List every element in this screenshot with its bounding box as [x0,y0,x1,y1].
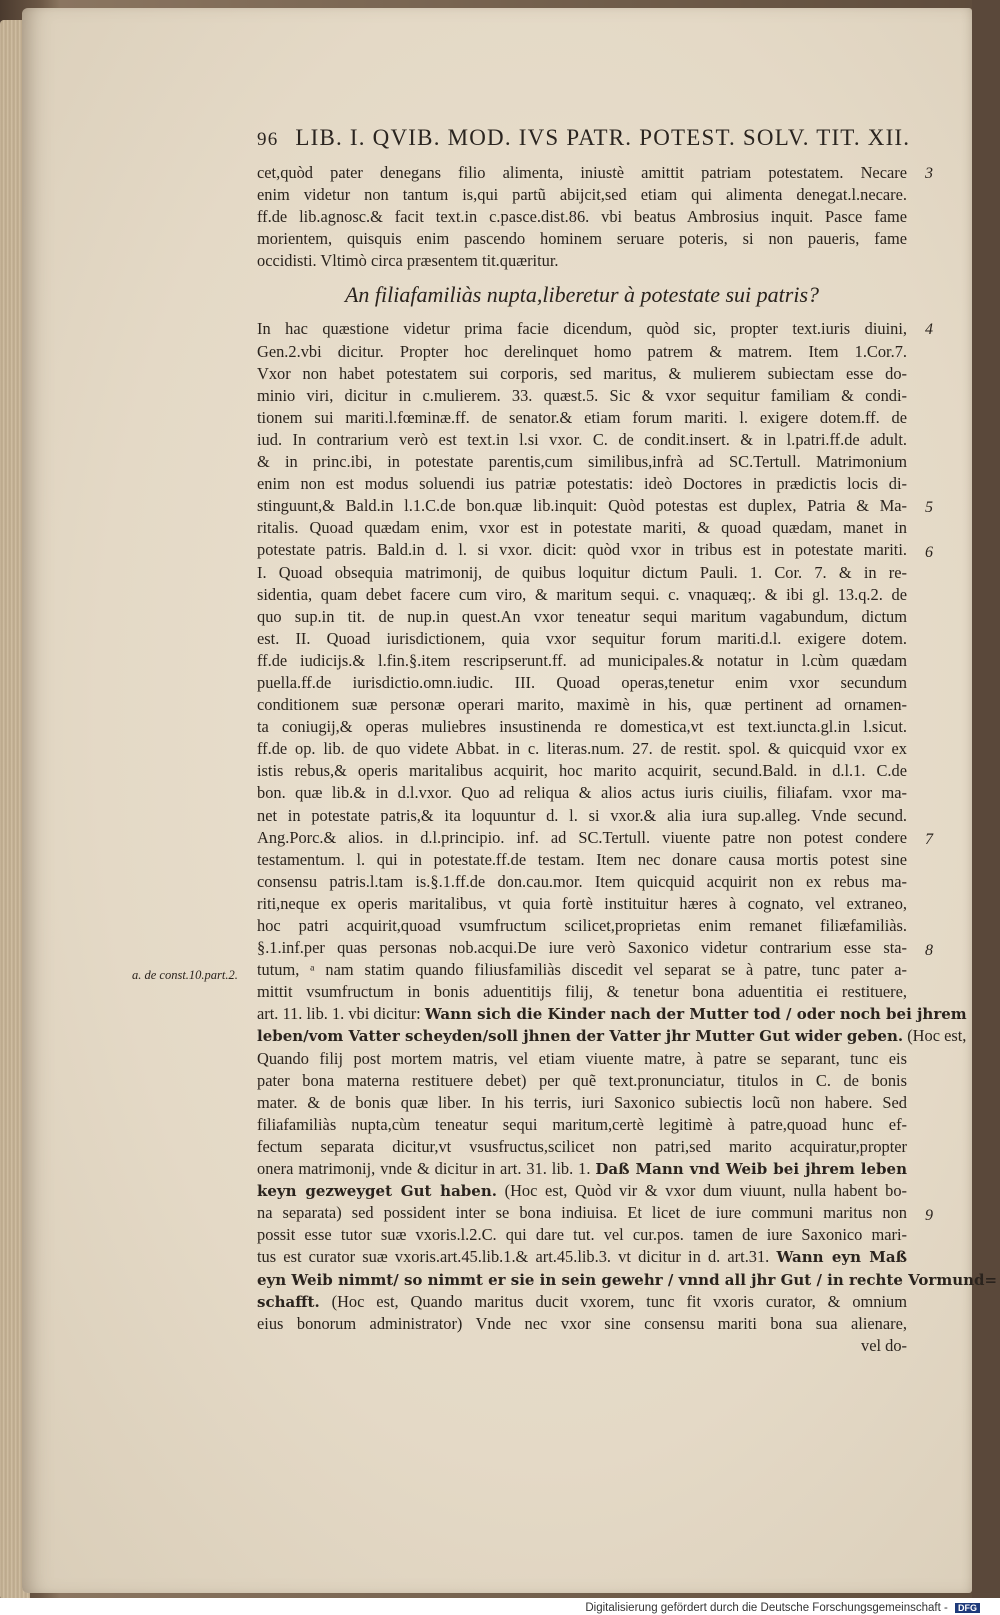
german-quote: Wann sich die Kinder nach der Mutter tod / oder noch bei jhrem [424,1005,967,1024]
text-line [257,1158,907,1180]
german-quote: Wann eyn Maß [776,1248,908,1267]
text-line [257,1291,907,1313]
marginal-number: 6 [925,544,933,561]
text-line: mater. & de bonis quæ liber. In his terris, iuri Saxonico subiectis locũ non habere. Sed [257,1092,907,1112]
text-line [257,1180,907,1202]
text-line: ff.de iudicijs.& l.fin.§.item rescripserunt.ff. ad municipales.& notatur in l.cùm quædam [257,650,907,670]
main-text [257,162,998,1357]
running-head [257,125,911,159]
german-quote: leben/vom Vatter scheyden/soll jhnen der Vatter jhr Mutter Gut wider geben. [257,1027,904,1046]
text-span: (Hoc est, [907,1026,967,1046]
text-line: enim videtur non tantum is,qui partũ abijcit,sed etiam qui alimenta denegat.l.necare. [257,185,907,205]
text-line: §.1.inf.per quas personas nob.acqui.De iure verò Saxonico videtur contrarium esse sta- [257,938,907,958]
running-head-title: LIB. I. QVIB. MOD. IVS PATR. POTEST. SOLV. TIT. XII. [295,125,911,150]
text-line: istis rebus,& operis maritalibus acquirit, hoc marito acquirit, secund.Bald. in d.l.1. C.de [257,761,907,781]
text-line: morientem, quisquis enim pascendo hominem seruare poteris, si non paueris, fame [257,229,907,249]
german-quote: eyn Weib nimmt/ so nimmt er sie in sein gewehr / vnnd all jhr Gut / in rechte Vormund= [257,1270,998,1289]
text-line: ff.de lib.agnosc.& facit text.in c.pasce.dist.86. vbi beatus Ambrosius inquit. Pasce fame [257,207,907,227]
text-span: tus est curator suæ vxoris.art.45.lib.1.& art.45.lib.3. vt dicitur in d. art.31. [257,1247,770,1267]
catchword: vel do- [861,1335,907,1355]
text-line: tionem sui mariti.l.fœminæ.ff. de senator.& etiam forum mariti. l. exigere dotem.ff. de [257,407,907,427]
text-line: occidisti. Vltimò circa præsentem tit.quæritur. [257,251,559,271]
text-line: na separata) sed possident inter se bona indiuisa. Et licet de iure communi maritus non [257,1203,907,1223]
text-line: ta coniugij,& operas muliebres insustinenda re domestica,vt est text.iuncta.gl.in l.sicut. [257,717,907,737]
text-line: Vxor non habet potestatem sui corporis, sed maritus, & mulierem subiectam esse do- [257,363,907,383]
text-line: filiafamiliàs nupta,cùm teneatur sequi maritum,certè legitimè à patre,quoad hunc ef- [257,1114,907,1134]
text-line: mittit vsumfructum in bonis aduentitijs filij, & tenetur bona aduentitia ei restituere, [257,982,907,1002]
text-line: net in potestate patris,& ita loquuntur d. l. si vxor.& alia iura sup.alleg. Vnde secund. [257,805,907,825]
footer-credit: Digitalisierung gefördert durch die Deutsche Forschungsgemeinschaft - [585,1602,948,1614]
footer [585,1602,980,1614]
text-line: puella.ff.de iurisdictio.omn.iudic. III. Quoad operas,tenetur enim vxor secundum [257,672,907,692]
marginal-number: 7 [925,831,933,848]
text-span: art. 11. lib. 1. vbi dicitur: [257,1004,421,1024]
german-quote: Daß Mann vnd Weib bei jhrem leben [595,1160,907,1179]
text-span: (Hoc est, Quòd vir & vxor dum viuunt, nulla habent bo- [504,1181,907,1201]
text-line: minio viri, dicitur in c.mulierem. 33. quæst.5. Sic & vxor sequitur familiam & condi- [257,385,907,405]
text-line: quo sup.in tit. de nup.in quest.An vxor teneatur sequi maritum vagabundum, dictum [257,606,907,626]
page-number: 96 [257,129,279,150]
marginal-number: 5 [925,499,933,516]
text-line: In hac quæstione videtur prima facie dicendum, quòd sic, propter text.iuris diuini, [257,319,907,339]
text-line: testamentum. l. qui in potestate.ff.de testam. Item nec donare causa mortis potest sine [257,849,907,869]
text-line: stinguunt,& Bald.in l.1.C.de bon.quæ lib.inquit: Quòd potestas est duplex, Patria & Ma- [257,496,907,516]
text-line: consensu patris.l.tam is.§.1.ff.de don.cau.mor. Item quicquid acquirit non ex rebus ma- [257,871,907,891]
text-line: eius bonorum administrator) Vnde nec vxor sine consensu mariti bona sua alienare, [257,1313,907,1333]
text-line: Quando filij post mortem matris, vel etiam viuente matre, à patre se separant, tunc eis [257,1048,907,1068]
text-line [257,1025,967,1047]
text-line: tutum, ᵃ nam statim quando filiusfamiliàs discedit vel separat se à patre, tunc pater a- [257,960,907,980]
text-span: onera matrimonij, vnde & dicitur in art. 31. lib. 1. [257,1159,591,1179]
text-line: conditionem suæ personæ operari marito, maximè in his, quæ pertinent ad ornamen- [257,695,907,715]
text-line: bon. quæ lib.& in d.l.vxor. Quo ad reliqua & alios actus iuris ciuilis, filiafam. vxor ma- [257,783,907,803]
dfg-logo-icon: DFG [955,1603,980,1613]
text-line: iud. In contrarium verò est text.in l.si vxor. C. de condit.insert. & in l.patri.ff.de adult. [257,429,907,449]
section-heading: An filiafamiliàs nupta,liberetur à potestate sui patris? [344,282,820,308]
text-line: Ang.Porc.& alios. in d.l.principio. inf. ad SC.Tertull. viuente patre non potest condere [257,827,907,847]
german-quote: schafft. [257,1292,320,1311]
text-line: hoc patri acquirit,quoad vsumfructum scilicet,proprietas enim remanet filiæfamiliàs. [257,916,907,935]
text-span: (Hoc est, Quando maritus ducit vxorem, tunc fit vxoris curator, & omnium [331,1291,907,1311]
side-note: a. de const.10.part.2. [132,968,238,982]
marginal-number: 4 [925,321,933,338]
text-line: possit esse tutor suæ vxoris.l.2.C. qui dare tut. vel cur.pos. tamen de iure Saxonico mari- [257,1225,907,1245]
text-line: pater bona materna restituere debet) per quẽ text.pronunciatur, titulos in C. de bonis [257,1070,907,1090]
text-line: fectum separata dicitur,vt vsusfructus,scilicet non patri,sed marito acquiratur,propter [257,1136,907,1156]
text-line: ff.de op. lib. de quo videte Abbat. in c. literas.num. 27. de restit. spol. & quicquid vxor ex [257,739,907,759]
footer-strip [0,1598,1000,1615]
german-quote: keyn gezweyget Gut haben. [257,1182,497,1201]
book-right-edge [972,0,1000,1615]
text-line: cet,quòd pater denegans filio alimenta, iniustè amittit patriam potestatem. Necare [257,163,907,182]
text-line [257,1269,998,1291]
text-line: sidentia, quam debet facere cum viro, & maritum sequi. c. vnaquæq;. & ibi gl. 13.q.2. de [257,584,907,604]
marginal-number: 3 [925,165,933,182]
text-line: riti,neque ex operis maritalibus, vt quia fortè instituitur hæres à cognato, vel extraneo, [257,893,907,913]
text-line: est. II. Quoad iurisdictionem, quia vxor sequitur forum mariti.d.l. exigere dotem. [257,628,907,648]
text-line: & in princ.ibi, in potestate parentis,cum similibus,infrà ad SC.Tertull. Matrimonium [257,452,907,472]
text-line [257,1003,967,1025]
text-line: Gen.2.vbi dicitur. Propter hoc derelinquet homo patrem & matrem. Item 1.Cor.7. [257,341,907,361]
marginal-number: 8 [925,942,933,959]
text-line: potestate patris. Bald.in d. l. si vxor. dicit: quòd vxor in tribus est in potestate mariti. [257,540,907,560]
text-line [257,1246,907,1268]
marginal-number: 9 [925,1207,933,1224]
text-line: I. Quoad obsequia matrimonij, de quibus loquitur dictum Pauli. 1. Cor. 7. & in re- [257,562,907,582]
text-line: enim non est modus soluendi ius patriæ potestatis: ideò Doctores in prædictis locis di- [257,474,907,494]
text-line: ritalis. Quoad quædam enim, vxor est in potestate mariti, & quoad quædam, manet in [257,518,907,538]
